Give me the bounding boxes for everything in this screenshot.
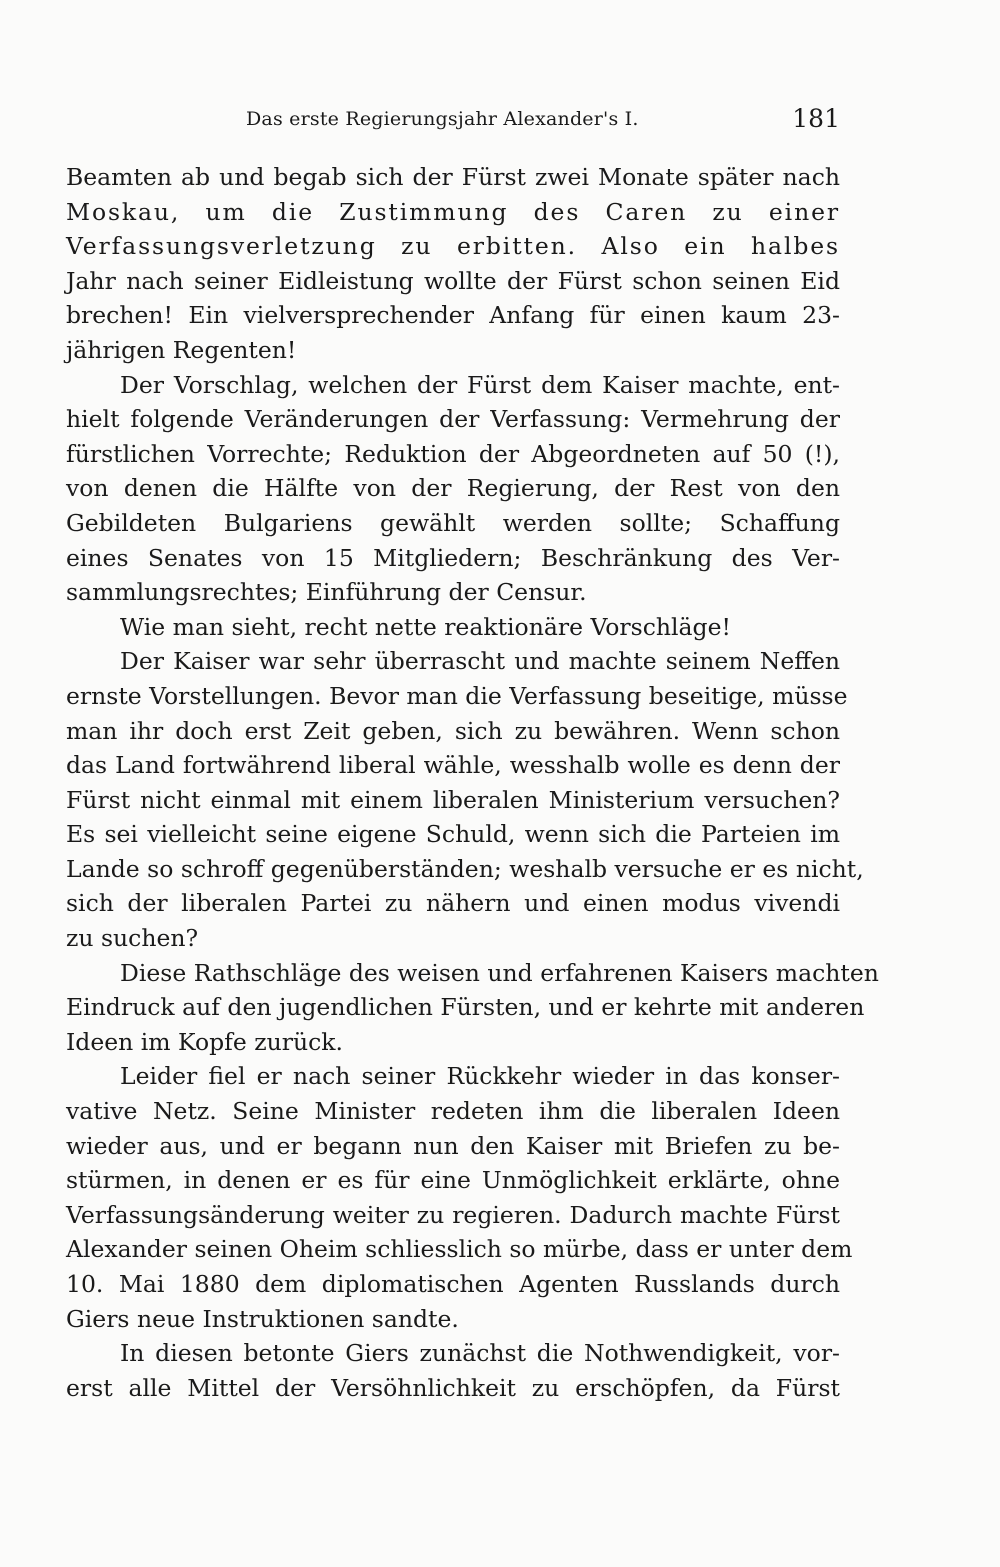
text-line: Gebildeten Bulgariens gewählt werden sollte; Schaffung xyxy=(66,508,840,537)
text-line: Der Vorschlag, welchen der Fürst dem Kaiser machte, ent- xyxy=(120,370,840,399)
text-line: ernste Vorstellungen. Bevor man die Verfassung beseitige, müsse xyxy=(66,681,848,710)
text-line: sich der liberalen Partei zu nähern und einen modus vivendi xyxy=(66,889,840,918)
text-line: fürstlichen Vorrechte; Reduktion der Abgeordneten auf 50 (!), xyxy=(66,439,840,468)
text-line: Ideen im Kopfe zurück. xyxy=(66,1027,343,1056)
text-line: man ihr doch erst Zeit geben, sich zu bewähren. Wenn schon xyxy=(66,716,840,745)
text-line: sammlungsrechtes; Einführung der Censur. xyxy=(66,578,587,607)
text-line: stürmen, in denen er es für eine Unmöglichkeit erklärte, ohne xyxy=(66,1166,840,1195)
text-line: brechen! Ein vielversprechender Anfang für einen kaum 23- xyxy=(66,301,840,330)
text-line: wieder aus, und er begann nun den Kaiser mit Briefen zu be- xyxy=(66,1131,840,1160)
text-line: Moskau, um die Zustimmung des Caren zu einer xyxy=(66,197,840,226)
text-line: Lande so schroff gegenüberständen; weshalb versuche er es nicht, xyxy=(66,854,864,883)
text-line: In diesen betonte Giers zunächst die Nothwendigkeit, vor- xyxy=(120,1339,840,1368)
text-line: Fürst nicht einmal mit einem liberalen Ministerium versuchen? xyxy=(66,785,840,814)
text-line: Jahr nach seiner Eidleistung wollte der Fürst schon seinen Eid xyxy=(66,266,840,295)
text-line: Diese Rathschläge des weisen und erfahrenen Kaisers machten xyxy=(120,958,879,987)
text-line: Alexander seinen Oheim schliesslich so mürbe, dass er unter dem xyxy=(66,1235,853,1264)
body-text xyxy=(66,160,879,1405)
text-line: Beamten ab und begab sich der Fürst zwei Monate später nach xyxy=(66,163,840,191)
text-line: erst alle Mittel der Versöhnlichkeit zu erschöpfen, da Fürst xyxy=(66,1373,840,1402)
text-line: hielt folgende Veränderungen der Verfassung: Vermehrung der xyxy=(66,405,840,434)
text-line: Eindruck auf den jugendlichen Fürsten, und er kehrte mit anderen xyxy=(66,993,865,1022)
text-line: Verfassungsänderung weiter zu regieren. Dadurch machte Fürst xyxy=(66,1200,840,1229)
text-line: vative Netz. Seine Minister redeten ihm die liberalen Ideen xyxy=(66,1097,840,1126)
running-head xyxy=(66,104,840,140)
text-line: Leider fiel er nach seiner Rückkehr wieder in das konser- xyxy=(120,1062,840,1091)
text-line: 10. Mai 1880 dem diplomatischen Agenten Russlands durch xyxy=(66,1270,840,1298)
text-line: jährigen Regenten! xyxy=(66,335,297,364)
text-line: Verfassungsverletzung zu erbitten. Also ein halbes xyxy=(66,232,840,261)
text-line: Giers neue Instruktionen sandte. xyxy=(66,1304,459,1333)
text-line: Wie man sieht, recht nette reaktionäre Vorschläge! xyxy=(120,612,731,641)
running-title: Das erste Regierungsjahr Alexander's I. xyxy=(246,108,639,130)
text-line: zu suchen? xyxy=(66,924,199,953)
text-line: Es sei vielleicht seine eigene Schuld, wenn sich die Parteien im xyxy=(66,820,840,849)
page-number: 181 xyxy=(792,104,840,133)
text-line: von denen die Hälfte von der Regierung, der Rest von den xyxy=(66,474,840,503)
text-line: das Land fortwährend liberal wähle, wesshalb wolle es denn der xyxy=(66,751,840,780)
text-line: Der Kaiser war sehr überrascht und machte seinem Neffen xyxy=(120,647,840,676)
text-line: eines Senates von 15 Mitgliedern; Beschränkung des Ver- xyxy=(66,543,840,572)
